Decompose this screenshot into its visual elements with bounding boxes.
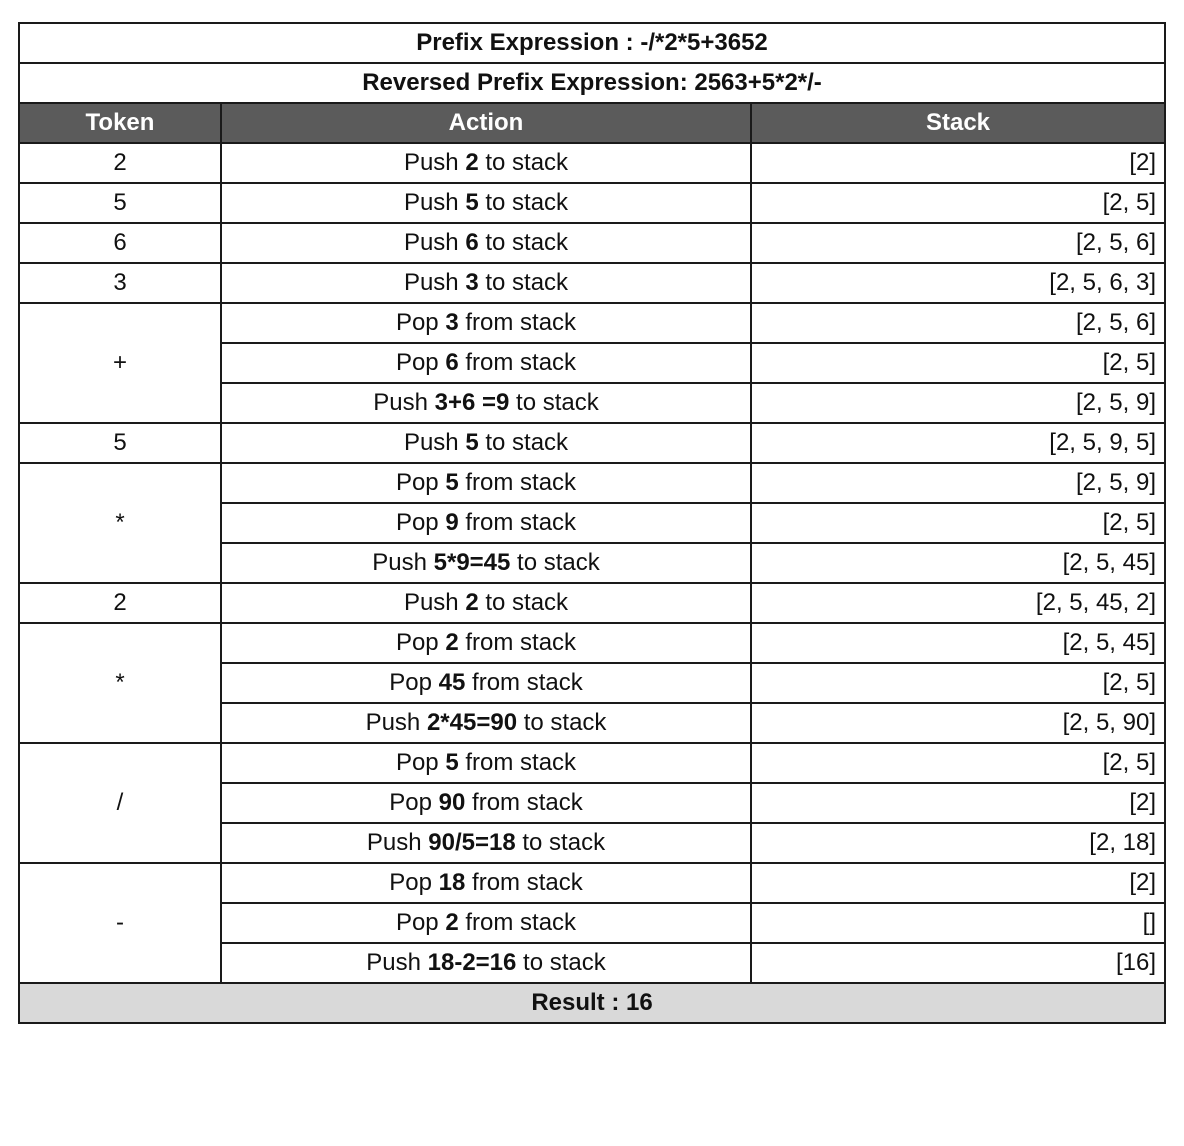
stack-cell: [2, 5, 45] xyxy=(751,623,1165,663)
stack-cell: [2, 5] xyxy=(751,183,1165,223)
stack-cell: [2, 5] xyxy=(751,743,1165,783)
stack-header: Stack xyxy=(751,103,1165,143)
stack-cell: [2, 5, 6] xyxy=(751,303,1165,343)
reversed-row xyxy=(19,63,1165,103)
action-verb: Push xyxy=(403,229,466,256)
action-verb: Push xyxy=(403,189,466,216)
action-suffix: from stack xyxy=(458,629,577,656)
title-row xyxy=(19,23,1165,63)
action-verb: Pop xyxy=(395,469,446,496)
action-suffix: from stack xyxy=(458,509,577,536)
action-verb: Pop xyxy=(389,669,439,696)
action-value: 5 xyxy=(445,469,459,496)
action-cell xyxy=(221,263,751,303)
action-value: 18 xyxy=(438,869,466,896)
reversed-expression-title: Reversed Prefix Expression: 2563+5*2*/- xyxy=(19,63,1165,103)
action-cell xyxy=(221,663,751,703)
action-value: 5 xyxy=(445,749,459,776)
stack-cell: [2, 5] xyxy=(751,503,1165,543)
action-suffix: from stack xyxy=(458,349,577,376)
action-cell xyxy=(221,743,751,783)
action-cell xyxy=(221,303,751,343)
action-cell xyxy=(221,503,751,543)
token-cell: - xyxy=(19,863,221,983)
token-header: Token xyxy=(19,103,221,143)
action-cell xyxy=(221,383,751,423)
table-row xyxy=(19,743,1165,783)
table-row xyxy=(19,463,1165,503)
table-row xyxy=(19,863,1165,903)
action-cell xyxy=(221,543,751,583)
stack-cell: [2, 5, 9] xyxy=(751,463,1165,503)
action-cell xyxy=(221,703,751,743)
stack-cell: [2, 5, 9] xyxy=(751,383,1165,423)
token-cell: 6 xyxy=(19,223,221,263)
action-cell xyxy=(221,903,751,943)
action-cell xyxy=(221,463,751,503)
action-cell xyxy=(221,183,751,223)
token-cell: + xyxy=(19,303,221,423)
action-verb: Pop xyxy=(395,909,446,936)
action-header: Action xyxy=(221,103,751,143)
action-suffix: to stack xyxy=(478,429,569,456)
token-cell: 3 xyxy=(19,263,221,303)
action-cell xyxy=(221,943,751,983)
action-verb: Pop xyxy=(395,629,446,656)
prefix-expression-title: Prefix Expression : -/*2*5+3652 xyxy=(19,23,1165,63)
stack-cell: [2, 5, 6, 3] xyxy=(751,263,1165,303)
action-cell xyxy=(221,143,751,183)
stack-cell: [2] xyxy=(751,863,1165,903)
action-value: 9 xyxy=(445,509,459,536)
token-cell: * xyxy=(19,463,221,583)
table-row xyxy=(19,143,1165,183)
stack-cell: [2, 5] xyxy=(751,343,1165,383)
stack-cell: [] xyxy=(751,903,1165,943)
action-value: 5 xyxy=(465,429,479,456)
action-cell xyxy=(221,223,751,263)
action-value: 5 xyxy=(465,189,479,216)
action-verb: Push xyxy=(403,269,466,296)
prefix-evaluation-table xyxy=(18,22,1166,1024)
action-cell xyxy=(221,423,751,463)
action-cell xyxy=(221,623,751,663)
action-suffix: from stack xyxy=(458,749,577,776)
action-value: 2*45=90 xyxy=(426,709,518,736)
action-value: 3+6 =9 xyxy=(434,389,510,416)
action-value: 5*9=45 xyxy=(433,549,511,576)
action-value: 3 xyxy=(445,309,459,336)
table-body xyxy=(19,23,1165,1023)
result-row xyxy=(19,983,1165,1023)
token-cell: 2 xyxy=(19,583,221,623)
action-suffix: from stack xyxy=(458,309,577,336)
token-cell: 2 xyxy=(19,143,221,183)
token-cell: / xyxy=(19,743,221,863)
action-suffix: to stack xyxy=(516,949,606,976)
action-verb: Push xyxy=(403,149,466,176)
stack-cell: [2, 5] xyxy=(751,663,1165,703)
action-cell xyxy=(221,583,751,623)
action-suffix: to stack xyxy=(478,149,569,176)
action-cell xyxy=(221,823,751,863)
action-value: 90/5=18 xyxy=(428,829,516,856)
action-value: 2 xyxy=(445,629,459,656)
action-value: 2 xyxy=(445,909,459,936)
table-row xyxy=(19,423,1165,463)
action-suffix: to stack xyxy=(478,189,569,216)
action-suffix: from stack xyxy=(465,869,583,896)
action-cell xyxy=(221,343,751,383)
action-verb: Pop xyxy=(395,309,446,336)
action-suffix: to stack xyxy=(517,709,607,736)
token-cell: 5 xyxy=(19,183,221,223)
action-suffix: from stack xyxy=(465,789,583,816)
stack-cell: [2, 5, 90] xyxy=(751,703,1165,743)
table-row xyxy=(19,183,1165,223)
action-verb: Pop xyxy=(395,749,446,776)
action-value: 2 xyxy=(465,589,479,616)
stack-cell: [2] xyxy=(751,783,1165,823)
action-suffix: to stack xyxy=(509,389,599,416)
action-verb: Push xyxy=(366,829,429,856)
action-verb: Push xyxy=(366,949,428,976)
action-verb: Pop xyxy=(389,869,439,896)
token-cell: * xyxy=(19,623,221,743)
stack-cell: [2, 5, 45] xyxy=(751,543,1165,583)
table-row xyxy=(19,263,1165,303)
action-suffix: to stack xyxy=(478,269,569,296)
action-verb: Push xyxy=(403,589,466,616)
action-verb: Push xyxy=(372,549,434,576)
action-verb: Push xyxy=(403,429,466,456)
action-suffix: to stack xyxy=(478,589,569,616)
action-verb: Push xyxy=(365,709,427,736)
action-suffix: to stack xyxy=(510,549,600,576)
action-verb: Pop xyxy=(395,509,446,536)
action-cell xyxy=(221,783,751,823)
action-verb: Pop xyxy=(389,789,439,816)
action-value: 18-2=16 xyxy=(427,949,517,976)
table-row xyxy=(19,223,1165,263)
action-value: 90 xyxy=(438,789,466,816)
table-row xyxy=(19,583,1165,623)
stack-cell: [2, 5, 45, 2] xyxy=(751,583,1165,623)
result-cell: Result : 16 xyxy=(19,983,1165,1023)
stack-cell: [2, 5, 6] xyxy=(751,223,1165,263)
stack-cell: [2, 5, 9, 5] xyxy=(751,423,1165,463)
action-value: 45 xyxy=(438,669,466,696)
table-row xyxy=(19,623,1165,663)
stack-cell: [2] xyxy=(751,143,1165,183)
action-value: 6 xyxy=(465,229,479,256)
action-verb: Pop xyxy=(395,349,446,376)
action-suffix: from stack xyxy=(458,909,577,936)
action-value: 2 xyxy=(465,149,479,176)
stack-cell: [16] xyxy=(751,943,1165,983)
table-row xyxy=(19,303,1165,343)
stack-cell: [2, 18] xyxy=(751,823,1165,863)
action-value: 3 xyxy=(465,269,479,296)
action-suffix: from stack xyxy=(465,669,583,696)
header-row xyxy=(19,103,1165,143)
action-suffix: to stack xyxy=(478,229,569,256)
action-value: 6 xyxy=(445,349,459,376)
token-cell: 5 xyxy=(19,423,221,463)
action-verb: Push xyxy=(373,389,435,416)
action-cell xyxy=(221,863,751,903)
action-suffix: from stack xyxy=(458,469,577,496)
action-suffix: to stack xyxy=(515,829,606,856)
